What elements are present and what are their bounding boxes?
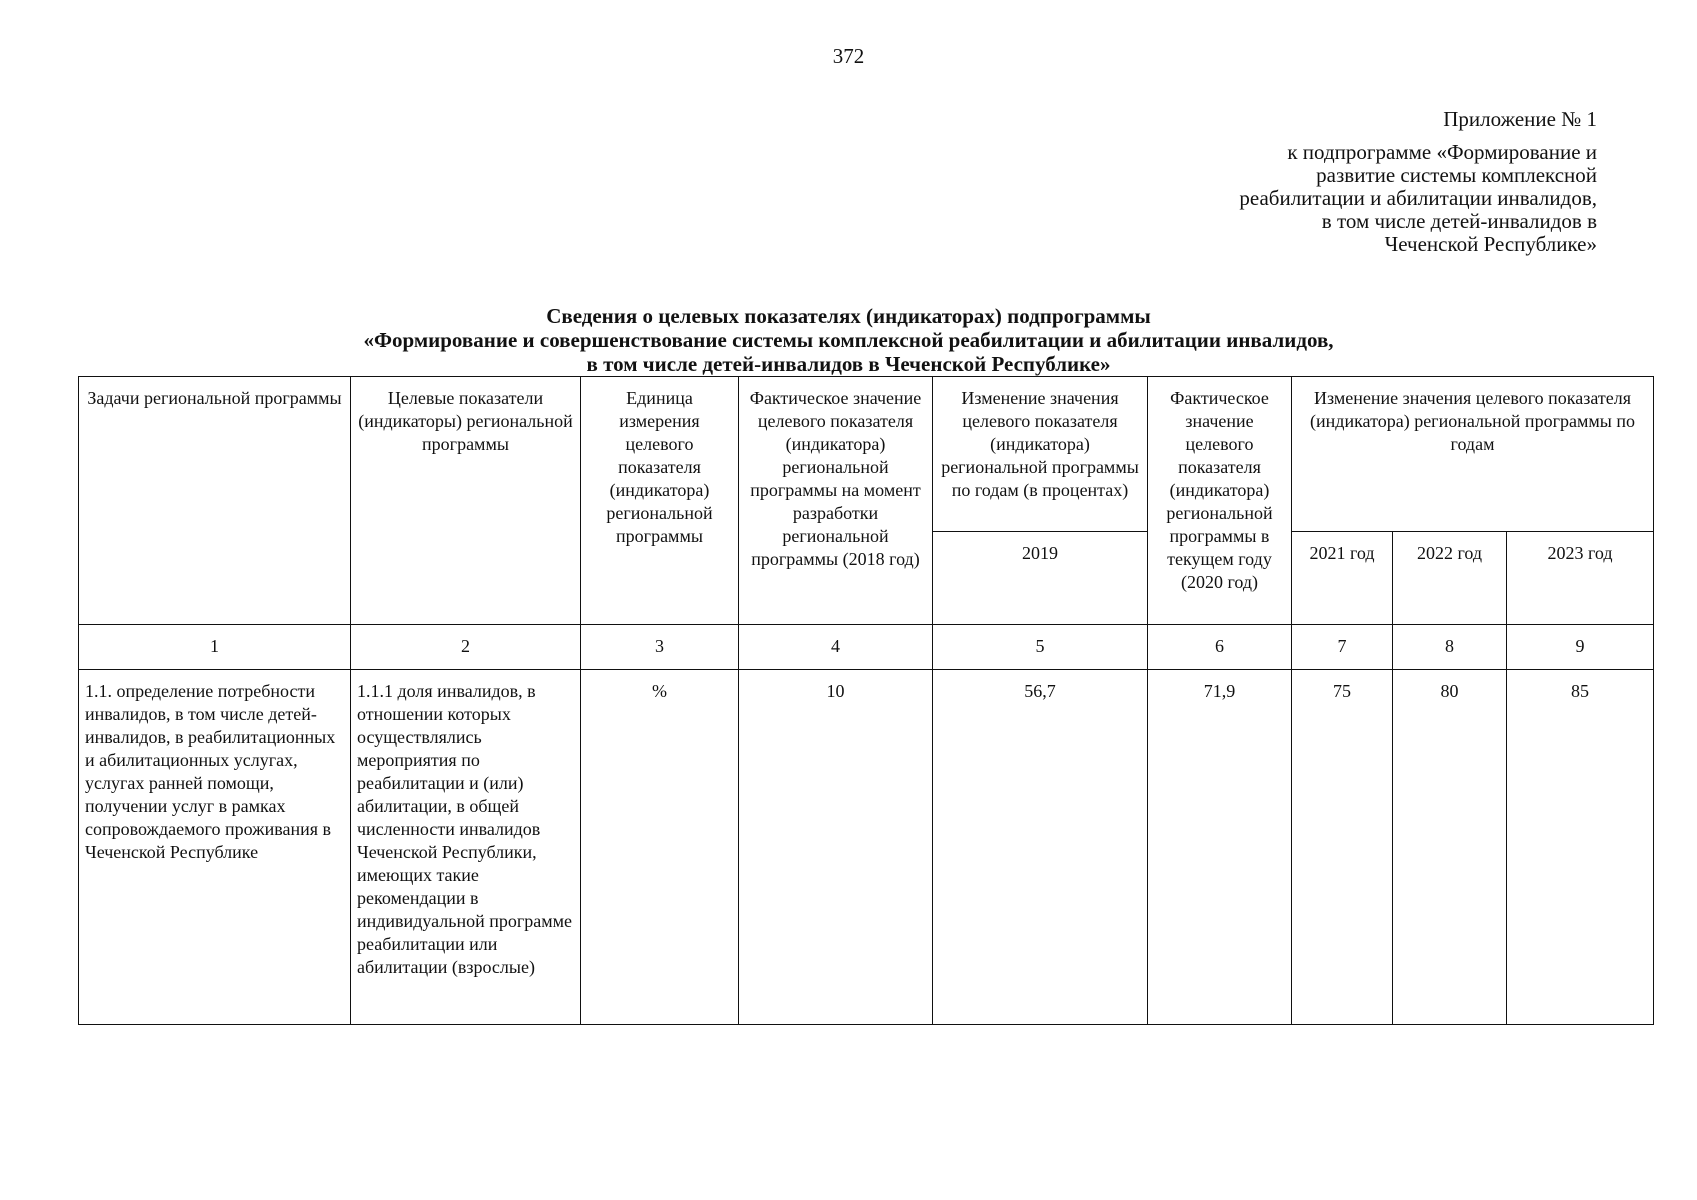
appendix-line: Чеченской Республике» — [1384, 232, 1597, 256]
cell-value-2019: 56,7 — [933, 670, 1148, 1025]
document-title-line: в том числе детей-инвалидов в Чеченской Республике» — [586, 352, 1111, 376]
appendix-line: развитие системы комплексной — [1316, 163, 1597, 187]
cell-value-2021: 75 — [1292, 670, 1393, 1025]
page-number: 372 — [832, 44, 865, 68]
cell-actual-development: 10 — [739, 670, 933, 1025]
column-number: 8 — [1393, 625, 1507, 670]
column-number: 2 — [351, 625, 581, 670]
header-actual-development: Фактическое значение целевого показателя (индикатора) региональной программы на момент разработки региональной программы (2018 год) — [739, 377, 933, 625]
column-number: 7 — [1292, 625, 1393, 670]
header-year-2021: 2021 год — [1292, 532, 1393, 625]
column-number: 5 — [933, 625, 1148, 670]
document-title-line: Сведения о целевых показателях (индикаторах) подпрограммы — [546, 304, 1151, 328]
header-change-by-years: Изменение значения целевого показателя (индикатора) региональной программы по годам — [1292, 377, 1654, 532]
column-number: 1 — [79, 625, 351, 670]
cell-actual-current-year: 71,9 — [1148, 670, 1292, 1025]
cell-value-2022: 80 — [1393, 670, 1507, 1025]
header-year-2023: 2023 год — [1507, 532, 1654, 625]
table-header-row — [79, 377, 1654, 532]
cell-value-2023: 85 — [1507, 670, 1654, 1025]
header-unit: Единица измерения целевого показателя (индикатора) региональной программы — [581, 377, 739, 625]
column-number: 6 — [1148, 625, 1292, 670]
header-year-2019: 2019 — [933, 532, 1148, 625]
appendix-line: в том числе детей-инвалидов в — [1321, 209, 1597, 233]
cell-task: 1.1. определение потребности инвалидов, в том числе детей-инвалидов, в реабилитационных и абилитационных услугах, услугах ранней помощи, получении услуг в рамках сопровождаемого проживания в Чеченской Республике — [79, 670, 351, 1025]
appendix-line: реабилитации и абилитации инвалидов, — [1239, 186, 1597, 210]
header-actual-current-year: Фактическое значение целевого показателя (индикатора) региональной программы в текущем году (2020 год) — [1148, 377, 1292, 625]
column-number: 9 — [1507, 625, 1654, 670]
appendix-block — [997, 108, 1597, 256]
cell-unit: % — [581, 670, 739, 1025]
document-title — [0, 304, 1697, 376]
document-title-line: «Формирование и совершенствование системы комплексной реабилитации и абилитации инвалидов, — [363, 328, 1334, 352]
column-number: 4 — [739, 625, 933, 670]
header-change-percent: Изменение значения целевого показателя (индикатора) региональной программы по годам (в процентах) — [933, 377, 1148, 532]
column-number-row — [79, 625, 1654, 670]
table-row — [79, 670, 1654, 1025]
indicators-table — [78, 376, 1654, 1025]
appendix-line: к подпрограмме «Формирование и — [1287, 140, 1597, 164]
header-tasks: Задачи региональной программы — [79, 377, 351, 625]
header-year-2022: 2022 год — [1393, 532, 1507, 625]
cell-indicator: 1.1.1 доля инвалидов, в отношении которых осуществлялись мероприятия по реабилитации и (или) абилитации, в общей численности инвалидов Чеченской Республики, имеющих такие рекомендации в индивидуальной программе реабилитации или абилитации (взрослые) — [351, 670, 581, 1025]
header-indicators: Целевые показатели (индикаторы) региональной программы — [351, 377, 581, 625]
appendix-title: Приложение № 1 — [1443, 107, 1597, 131]
column-number: 3 — [581, 625, 739, 670]
